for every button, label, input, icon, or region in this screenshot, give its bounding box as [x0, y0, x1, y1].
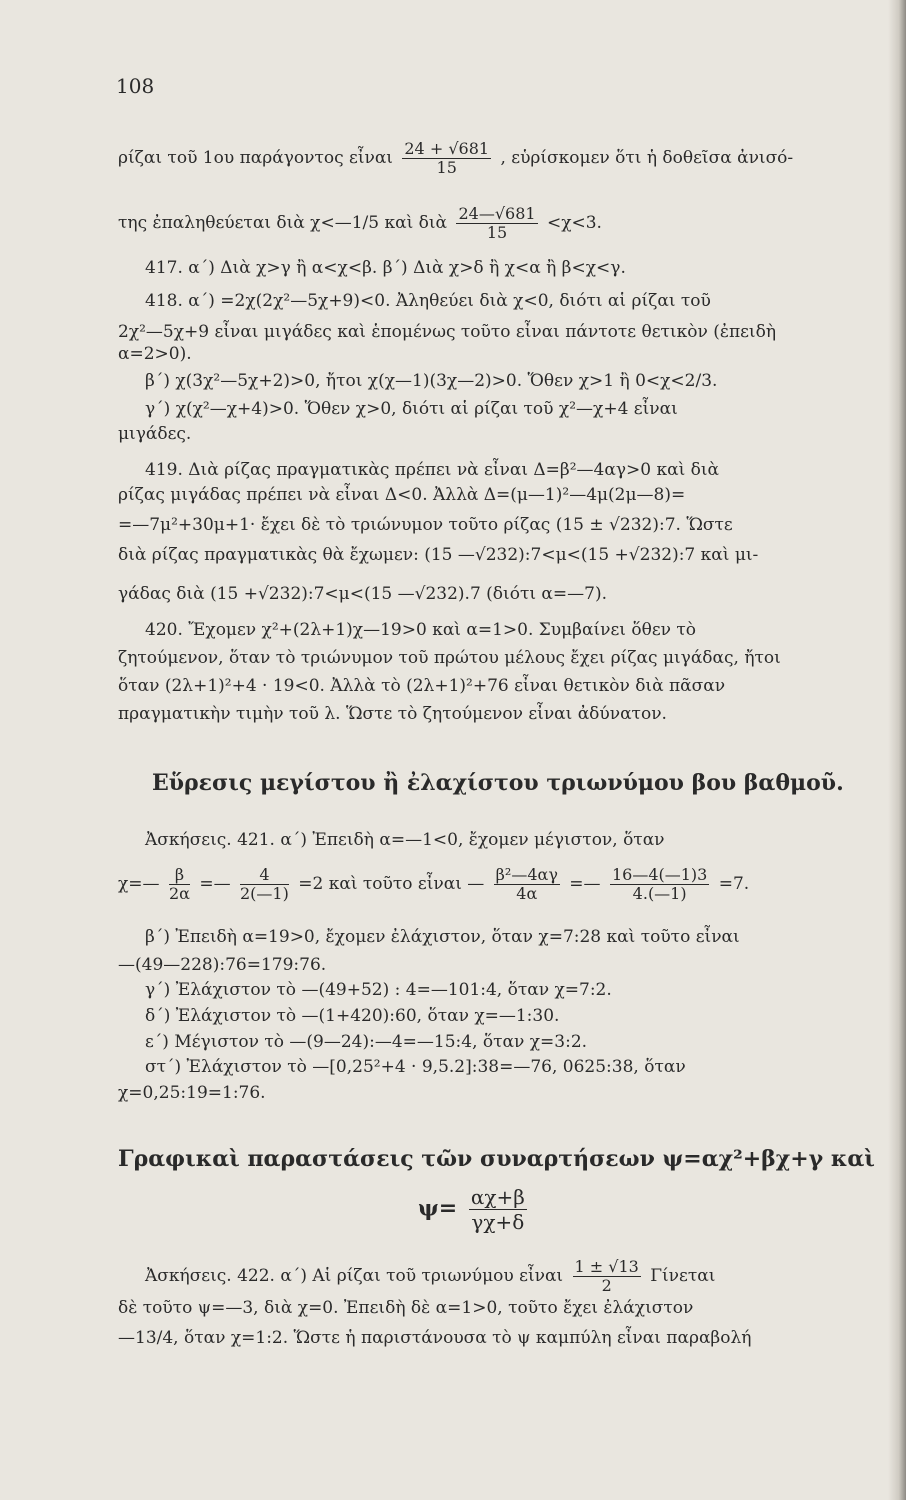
fraction [494, 866, 560, 903]
fraction-numerator: β²—4αγ [495, 865, 558, 884]
text-line: —(49—228):76=179:76. [118, 955, 327, 975]
text-line: ζητούμενον, ὅταν τὸ τριώνυμον τοῦ πρώτου μέλους ἔχει ρίζας μιγάδας, ἤτοι [118, 648, 781, 668]
text-line: δ΄) Ἐλάχιστον τὸ —(1+420):60, ὅταν χ=—1:30. [145, 1006, 560, 1026]
text-line: γάδας διὰ (15 +√232):7<μ<(15 —√232).7 (διότι α=—7). [118, 584, 607, 604]
fraction-denominator: 15 [436, 158, 457, 177]
text-segment: ψ= [418, 1195, 458, 1222]
fraction-denominator: γχ+δ [471, 1210, 525, 1234]
text-line: 417. α΄) Διὰ χ>γ ἢ α<χ<β. β΄) Διὰ χ>δ ἢ χ<α ἢ β<χ<γ. [145, 258, 626, 278]
text-line: διὰ ρίζας πραγματικὰς θὰ ἔχωμεν: (15 —√232):7<μ<(15 +√232):7 καὶ μι- [118, 545, 759, 565]
text-line: γ΄) Ἐλάχιστον τὸ —(49+52) : 4=—101:4, ὅταν χ=7:2. [145, 980, 612, 1000]
section-heading: Εὕρεσις μεγίστου ἢ ἐλαχίστου τριωνύμου βου βαθμοῦ. [152, 770, 844, 796]
fraction-denominator: 4α [516, 884, 538, 903]
fraction-denominator: 2α [168, 884, 190, 903]
section-heading: Γραφικαὶ παραστάσεις τῶν συναρτήσεων ψ=αχ²+βχ+γ καὶ [118, 1146, 875, 1172]
text-line: β΄) Ἐπειδὴ α=19>0, ἔχομεν ἐλάχιστον, ὅταν χ=7:28 καὶ τοῦτο εἶναι [145, 927, 740, 947]
text-segment: <χ<3. [546, 213, 602, 233]
fraction [573, 1258, 641, 1295]
fraction [402, 140, 491, 177]
fraction-denominator: 2 [601, 1276, 612, 1295]
text-line: μιγάδες. [118, 424, 192, 444]
section-heading-formula [418, 1185, 531, 1234]
text-segment: , εὑρίσκομεν ὅτι ἡ δοθεῖσα ἀνισό- [500, 148, 794, 168]
text-segment: =7. [718, 874, 750, 894]
text-line: 2χ²—5χ+9 εἶναι μιγάδες καὶ ἑπομένως τοῦτο εἶναι πάντοτε θετικὸν (ἐπειδὴ [118, 322, 777, 342]
formula-line [118, 866, 749, 903]
page-edge [888, 0, 906, 1500]
text-line: 418. α΄) =2χ(2χ²—5χ+9)<0. Ἀληθεύει διὰ χ<0, διότι αἱ ρίζαι τοῦ [145, 291, 711, 311]
text-line: ὅταν (2λ+1)²+4 · 19<0. Ἀλλὰ τὸ (2λ+1)²+76 εἶναι θετικὸν διὰ πᾶσαν [118, 676, 726, 696]
text-segment: =2 καὶ τοῦτο εἶναι — [298, 874, 485, 894]
fraction [169, 866, 190, 903]
text-line [118, 140, 793, 177]
text-line: δὲ τοῦτο ψ=—3, διὰ χ=0. Ἐπειδὴ δὲ α=1>0, τοῦτο ἔχει ἐλάχιστον [118, 1298, 694, 1318]
fraction-numerator: 24 + √681 [404, 139, 490, 158]
text-line: χ=0,25:19=1:76. [118, 1083, 266, 1103]
page-number: 108 [116, 74, 155, 98]
text-line [145, 1258, 715, 1295]
text-line: 420. Ἔχομεν χ²+(2λ+1)χ—19>0 καὶ α=1>0. Συμβαίνει ὅθεν τὸ [145, 620, 697, 640]
text-segment: Ἀσκήσεις. 422. α΄) Αἱ ρίζαι τοῦ τριωνύμου εἶναι [145, 1266, 564, 1286]
text-line: ε΄) Μέγιστον τὸ —(9—24):—4=—15:4, ὅταν χ=3:2. [145, 1032, 588, 1052]
text-line: πραγματικὴν τιμὴν τοῦ λ. Ὥστε τὸ ζητούμενον εἶναι ἀδύνατον. [118, 704, 667, 724]
fraction [469, 1185, 527, 1234]
text-line: στ΄) Ἐλάχιστον τὸ —[0,25²+4 · 9,5.2]:38=—76, 0625:38, ὅταν [145, 1057, 686, 1077]
fraction-denominator: 2(—1) [240, 884, 289, 903]
fraction-numerator: αχ+β [470, 1185, 525, 1209]
fraction-denominator: 15 [486, 223, 508, 242]
text-segment: χ=— [118, 874, 160, 894]
fraction-numerator: β [169, 866, 190, 885]
fraction [610, 866, 709, 903]
fraction-denominator: 4.(—1) [632, 884, 687, 903]
text-line: β΄) χ(3χ²—5χ+2)>0, ἤτοι χ(χ—1)(3χ—2)>0. Ὅθεν χ>1 ἢ 0<χ<2/3. [145, 371, 718, 391]
fraction [456, 205, 537, 242]
text-line: =—7μ²+30μ+1· ἔχει δὲ τὸ τριώνυμον τοῦτο ρίζας (15 ± √232):7. Ὥστε [118, 515, 733, 535]
text-line: Ἀσκήσεις. 421. α΄) Ἐπειδὴ α=—1<0, ἔχομεν μέγιστον, ὅταν [145, 830, 665, 850]
text-line [118, 205, 602, 242]
text-line: ρίζας μιγάδας πρέπει νὰ εἶναι Δ<0. Ἀλλὰ Δ=(μ—1)²—4μ(2μ—8)= [118, 485, 686, 505]
text-segment: της ἐπαληθεύεται διὰ χ<—1/5 καὶ διὰ [118, 213, 448, 233]
text-line: 419. Διὰ ρίζας πραγματικὰς πρέπει νὰ εἶναι Δ=β²—4αγ>0 καὶ διὰ [145, 460, 720, 480]
text-line: α=2>0). [118, 344, 192, 364]
fraction [240, 866, 289, 903]
text-line: —13/4, ὅταν χ=1:2. Ὥστε ἡ παριστάνουσα τὸ ψ καμπύλη εἶναι παραβολή [118, 1328, 752, 1348]
fraction-numerator: 24—√681 [458, 204, 536, 223]
text-segment: Γίνεται [650, 1266, 716, 1286]
fraction-numerator: 4 [240, 866, 289, 885]
text-segment: =— [199, 874, 231, 894]
fraction-numerator: 1 ± √13 [574, 1257, 639, 1276]
text-segment: =— [569, 874, 601, 894]
text-line: γ΄) χ(χ²—χ+4)>0. Ὅθεν χ>0, διότι αἱ ρίζαι τοῦ χ²—χ+4 εἶναι [145, 399, 678, 419]
fraction-numerator: 16—4(—1)3 [611, 865, 708, 884]
text-segment: ρίζαι τοῦ 1ου παράγοντος εἶναι [118, 148, 393, 168]
